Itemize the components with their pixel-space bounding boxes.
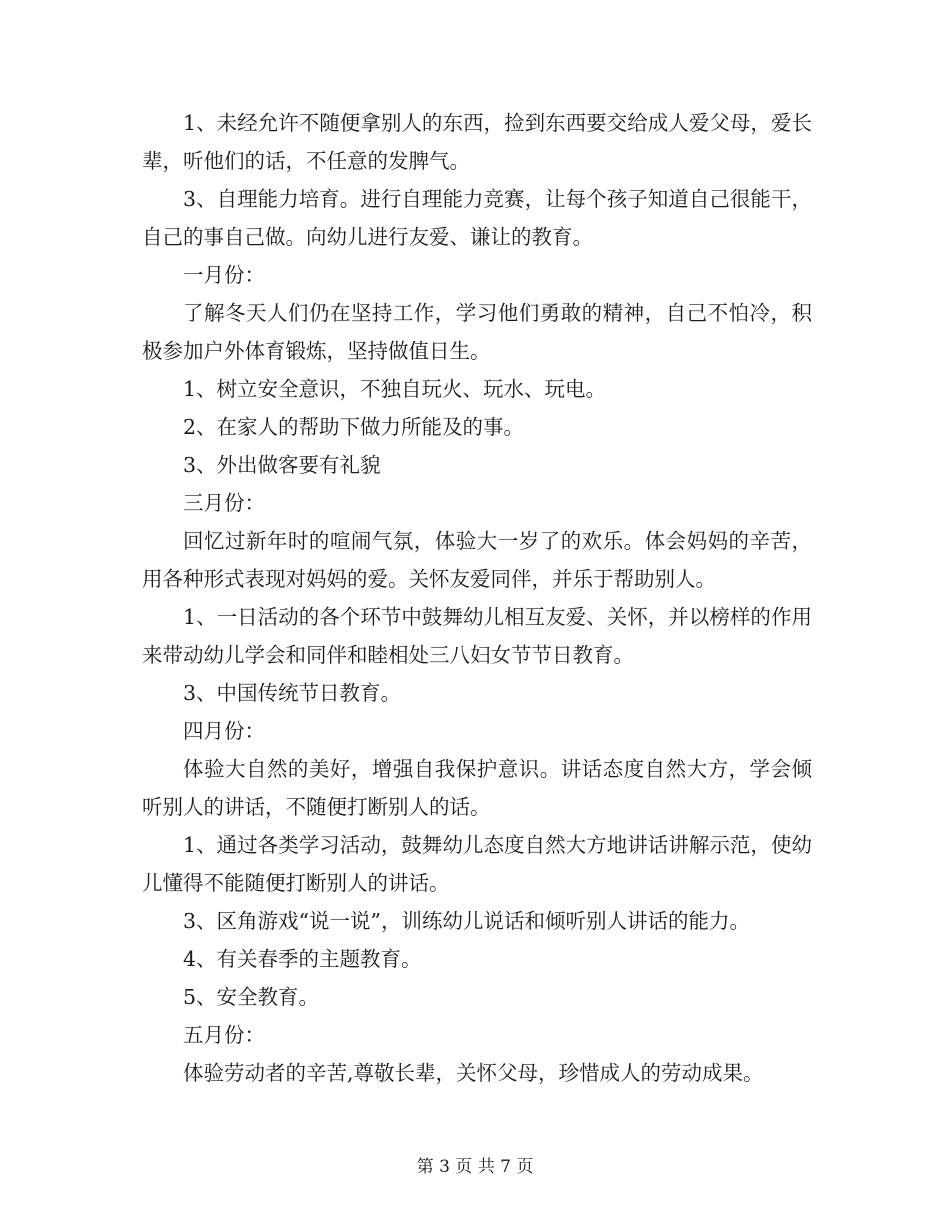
paragraph: 2、在家人的帮助下做力所能及的事。 [183, 415, 525, 439]
section-heading-may: 五月份： [183, 1023, 265, 1047]
paragraph: 3、中国传统节日教育。 [183, 681, 402, 705]
section-heading-january: 一月份： [183, 263, 265, 287]
page-number-footer: 第 3 页 共 7 页 [416, 1157, 534, 1177]
document-body [142, 104, 812, 1092]
paragraph: 3、外出做客要有礼貌 [183, 453, 381, 477]
paragraph: 体验劳动者的辛苦,尊敬长辈，关怀父母，珍惜成人的劳动成果。 [183, 1061, 764, 1085]
paragraph: 回忆过新年时的喧闹气氛，体验大一岁了的欢乐。体会妈妈的辛苦，用各种形式表现对妈妈的爱。关怀友爱同伴，并乐于帮助别人。 [142, 529, 812, 591]
paragraph: 体验大自然的美好，增强自我保护意识。讲话态度自然大方，学会倾听别人的讲话，不随便打断别人的话。 [142, 757, 812, 819]
paragraph: 4、有关春季的主题教育。 [183, 947, 422, 971]
paragraph: 1、树立安全意识，不独自玩火、玩水、玩电。 [183, 377, 607, 401]
paragraph: 1、未经允许不随便拿别人的东西，捡到东西要交给成人爱父母，爱长辈，听他们的话，不任意的发脾气。 [142, 111, 812, 173]
paragraph: 了解冬天人们仍在坚持工作，学习他们勇敢的精神，自己不怕冷，积极参加户外体育锻炼，坚持做值日生。 [142, 301, 812, 363]
paragraph: 3、自理能力培育。进行自理能力竞赛，让每个孩子知道自己很能干，自己的事自己做。向幼儿进行友爱、谦让的教育。 [142, 187, 812, 249]
paragraph: 1、一日活动的各个环节中鼓舞幼儿相互友爱、关怀，并以榜样的作用来带动幼儿学会和同伴和睦相处三八妇女节节日教育。 [142, 605, 812, 667]
paragraph: 3、区角游戏“说一说”，训练幼儿说话和倾听别人讲话的能力。 [183, 909, 751, 933]
section-heading-april: 四月份： [183, 719, 265, 743]
section-heading-march: 三月份： [183, 491, 265, 515]
paragraph: 1、通过各类学习活动，鼓舞幼儿态度自然大方地讲话讲解示范，使幼儿懂得不能随便打断别人的讲话。 [142, 833, 812, 895]
paragraph: 5、安全教育。 [183, 985, 320, 1009]
